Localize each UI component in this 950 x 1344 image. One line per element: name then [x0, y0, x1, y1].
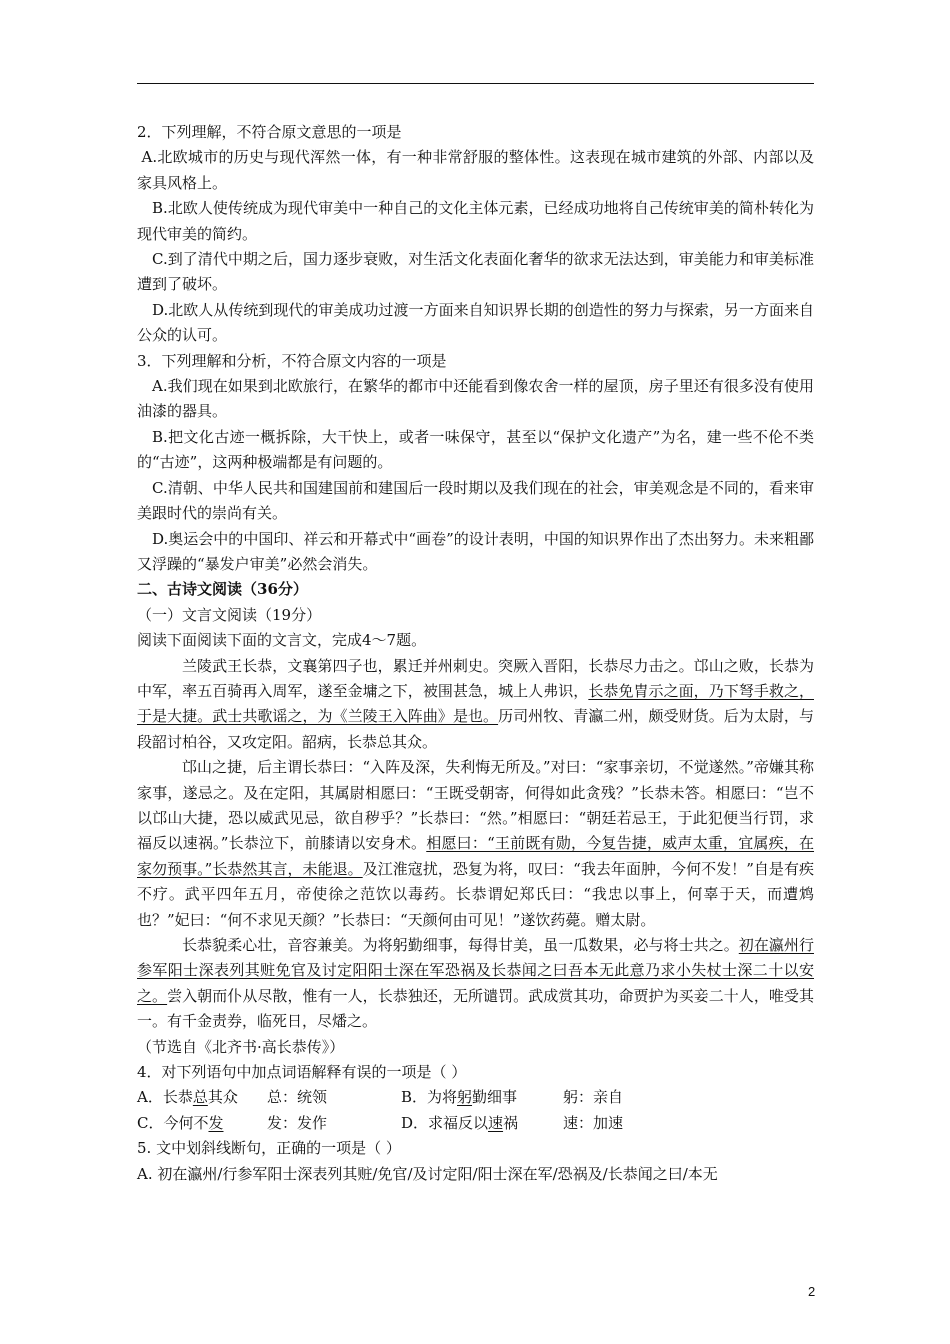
passage-text: 及江淮寇扰，恐复为将，叹曰：“我去年面肿，今何不发！”自是有疾不疗。武平四年五月，帝使徐之范饮以毒药。长恭谓妃郑氏曰：“我忠以事上，何辜于天，而遭鸩也？”妃曰：“何不求见天颜？”长恭曰：“天颜何由可见！”遂饮药薨。赠太尉。 [137, 859, 814, 929]
option-text: B．为将 [401, 1088, 458, 1107]
passage-text: 邙山之捷，后主谓长恭曰：“入阵及深，失利悔无所及。”对曰：“家事亲切，不觉遂然。”帝嫌其称家事，遂忌之。及在定阳，其属尉相愿曰：“王既受朝寄，何得如此贪残？”长恭未答。相愿曰：“岂不以邙山大捷，恐以威武见忌，欲自秽乎？”长恭曰：“然。”相愿曰：“朝廷若忌王，于此犯便当行罚，求福反以速祸。”长恭泣下，前膝请以安身术。 [137, 758, 814, 853]
q5-option-a: A. 初在瀛州/行参军阳士深表列其赃/免官/及讨定阳/阳士深在军/恐祸及/长恭闻之曰/本无 [137, 1164, 718, 1183]
q3-stem: 3．下列理解和分析，不符合原文内容的一项是 [137, 351, 447, 370]
q4-gloss-b: 躬：亲自 [563, 1088, 624, 1107]
underlined-sentence: 长恭免胄示之面，乃下弩手救之，于是大捷。武士共歌谣之，为《兰陵王入阵曲》是也。 [137, 681, 814, 726]
option-text: D．求福反以 [401, 1113, 489, 1132]
dotted-word: 躬 [457, 1088, 473, 1107]
page-body [137, 120, 814, 1187]
option-text: A．长恭 [137, 1088, 193, 1107]
q3-option-b: B.把文化古迹一概拆除，大干快上，或者一味保守，甚至以“保护文化遗产”为名，建一些不伦不类的“古迹”，这两种极端都是有问题的。 [137, 427, 814, 472]
passage-text: 长恭貌柔心壮，音容兼美。为将躬勤细事，每得甘美，虽一瓜数果，必与将士共之。 [182, 936, 739, 954]
passage-paragraph-2 [137, 755, 814, 933]
q4-option-d [401, 1111, 563, 1136]
q4-gloss-c: 发：发作 [267, 1113, 328, 1132]
underlined-sentence: 相愿曰：“王前既有勋，今复告捷，威声太重，宜属疾，在家勿预事。”长恭然其言，未能退。 [137, 834, 815, 878]
q4-option-a [137, 1085, 267, 1110]
underlined-sentence: 初在瀛州行参军阳士深表列其赃免官及讨定阳阳士深在军恐祸及长恭闻之曰吾本无此意乃求小失杖士深二十以安之。 [137, 936, 814, 1005]
page-number: 2 [808, 1284, 816, 1299]
passage-paragraph-3 [137, 933, 814, 1035]
subsection-heading: （一）文言文阅读（19分） [137, 605, 322, 624]
option-text: C．今何不 [137, 1113, 209, 1132]
option-text: 其众 [207, 1088, 238, 1107]
section-heading: 二、古诗文阅读（36分） [137, 580, 308, 599]
passage-text: 兰陵武王长恭，文襄第四子也，累迁并州刺史。突厥入晋阳，长恭尽力击之。邙山之败，长恭为中军，率五百骑再入周军，遂至金墉之下，被围甚急，城上人弗识， [137, 656, 814, 700]
option-text: 祸 [503, 1113, 519, 1132]
q2-option-a: A.北欧城市的历史与现代浑然一体，有一种非常舒服的整体性。这表现在城市建筑的外部、内部以及家具风格上。 [137, 148, 814, 192]
dotted-word: 速 [488, 1113, 504, 1132]
passage-source: （节选自《北齐书·高长恭传》） [137, 1037, 345, 1056]
q2-option-d: D.北欧人从传统到现代的审美成功过渡一方面来自知识界长期的创造性的努力与探索，另一方面来自公众的认可。 [137, 300, 814, 345]
header-rule [137, 83, 814, 84]
dotted-word: 发 [208, 1113, 224, 1132]
dotted-word: 总 [192, 1088, 208, 1107]
option-text: 勤细事 [472, 1088, 518, 1107]
q4-options-row-1 [137, 1085, 814, 1110]
q2-stem: 2．下列理解，不符合原文意思的一项是 [137, 123, 402, 141]
q4-options-row-2 [137, 1111, 814, 1136]
q3-option-c: C.清朝、中华人民共和国建国前和建国后一段时期以及我们现在的社会，审美观念是不同的，看来审美跟时代的崇尚有关。 [137, 478, 814, 523]
q3-option-a: A.我们现在如果到北欧旅行，在繁华的都市中还能看到像农舍一样的屋顶，房子里还有很多没有使用油漆的器具。 [137, 377, 814, 421]
q4-gloss-d: 速：加速 [563, 1113, 624, 1132]
passage-paragraph-1 [137, 654, 814, 756]
q4-option-b [401, 1085, 563, 1110]
passage-text: 历司州牧、青瀛二州，颇受财货。后为太尉，与段韶讨柏谷，又攻定阳。韶病，长恭总其众。 [137, 707, 814, 751]
reading-instruction: 阅读下面阅读下面的文言文，完成4～7题。 [137, 631, 427, 650]
passage-text: 尝入朝而仆从尽散，惟有一人，长恭独还，无所谴罚。武成赏其功，命贾护为买妾二十人，唯受其一。有千金责券，临死日，尽燔之。 [137, 986, 814, 1031]
q4-gloss-a: 总：统领 [267, 1088, 328, 1107]
q3-option-d: D.奥运会中的中国印、祥云和开幕式中“画卷”的设计表明，中国的知识界作出了杰出努力。未来粗鄙又浮躁的“暴发户审美”必然会消失。 [137, 529, 814, 573]
q4-stem: 4．对下列语句中加点词语解释有误的一项是（ ） [137, 1063, 467, 1082]
q4-option-c [137, 1111, 267, 1136]
q2-option-b: B.北欧人使传统成为现代审美中一种自己的文化主体元素，已经成功地将自己传统审美的简朴转化为现代审美的简约。 [137, 199, 814, 243]
q2-option-c: C.到了清代中期之后，国力逐步衰败，对生活文化表面化奢华的欲求无法达到，审美能力和审美标准遭到了破坏。 [137, 250, 814, 294]
q5-stem: 5. 文中划斜线断句，正确的一项是（ ） [137, 1139, 401, 1158]
